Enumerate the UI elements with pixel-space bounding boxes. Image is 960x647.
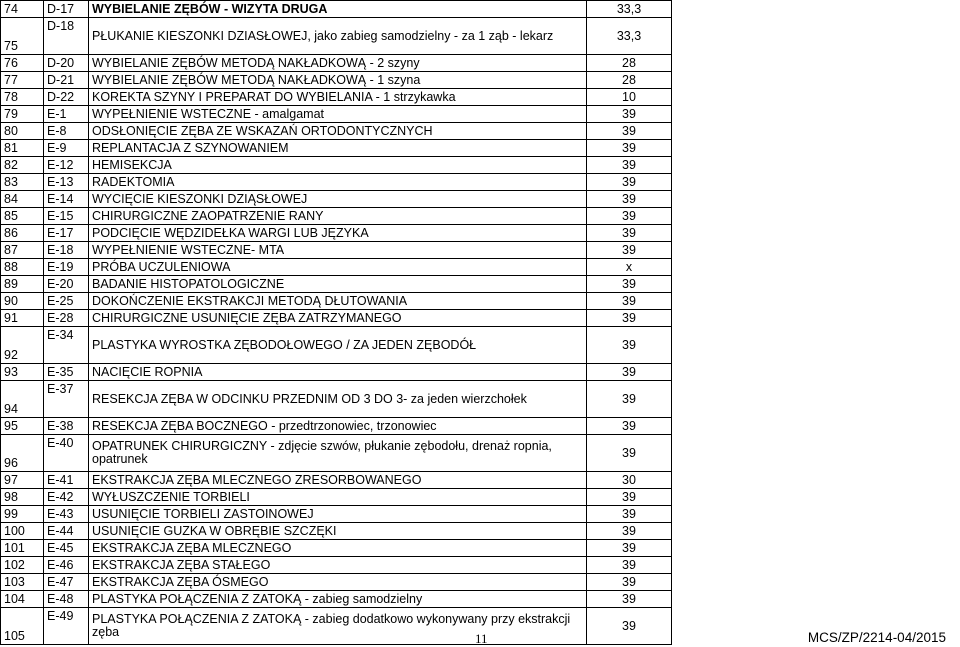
row-number: 90 bbox=[1, 293, 44, 310]
procedure-points: 39 bbox=[587, 191, 672, 208]
row-number: 89 bbox=[1, 276, 44, 293]
row-number: 94 bbox=[1, 381, 44, 418]
row-number: 91 bbox=[1, 310, 44, 327]
procedure-description: RESEKCJA ZĘBA BOCZNEGO - przedtrzonowiec, trzonowiec bbox=[89, 418, 587, 435]
row-number: 74 bbox=[1, 1, 44, 18]
row-number: 92 bbox=[1, 327, 44, 364]
procedure-description: KOREKTA SZYNY I PREPARAT DO WYBIELANIA - 1 strzykawka bbox=[89, 89, 587, 106]
procedure-code: E-19 bbox=[44, 259, 89, 276]
procedure-code: E-40 bbox=[44, 435, 89, 472]
row-number: 103 bbox=[1, 574, 44, 591]
procedure-points: 39 bbox=[587, 557, 672, 574]
document-reference: MCS/ZP/2214-04/2015 bbox=[807, 630, 946, 645]
row-number: 76 bbox=[1, 55, 44, 72]
procedure-code: E-34 bbox=[44, 327, 89, 364]
table-row bbox=[1, 72, 672, 89]
procedure-code: E-20 bbox=[44, 276, 89, 293]
procedure-description: USUNIĘCIE TORBIELI ZASTOINOWEJ bbox=[89, 506, 587, 523]
table-row bbox=[1, 55, 672, 72]
procedure-code: E-38 bbox=[44, 418, 89, 435]
procedure-description: ODSŁONIĘCIE ZĘBA ZE WSKAZAŃ ORTODONTYCZNYCH bbox=[89, 123, 587, 140]
procedure-points: 39 bbox=[587, 310, 672, 327]
table-row bbox=[1, 191, 672, 208]
table-row bbox=[1, 123, 672, 140]
row-number: 86 bbox=[1, 225, 44, 242]
table-row bbox=[1, 89, 672, 106]
procedure-code: D-17 bbox=[44, 1, 89, 18]
row-number: 99 bbox=[1, 506, 44, 523]
procedure-points: 39 bbox=[587, 276, 672, 293]
procedure-description: BADANIE HISTOPATOLOGICZNE bbox=[89, 276, 587, 293]
procedure-code: E-47 bbox=[44, 574, 89, 591]
procedure-points: 39 bbox=[587, 381, 672, 418]
procedure-points: 39 bbox=[587, 106, 672, 123]
procedure-description: RADEKTOMIA bbox=[89, 174, 587, 191]
procedure-description: EKSTRAKCJA ZĘBA MLECZNEGO bbox=[89, 540, 587, 557]
procedure-code: E-9 bbox=[44, 140, 89, 157]
procedure-code: D-22 bbox=[44, 89, 89, 106]
procedure-code: E-28 bbox=[44, 310, 89, 327]
procedure-code: E-25 bbox=[44, 293, 89, 310]
row-number: 83 bbox=[1, 174, 44, 191]
row-number: 82 bbox=[1, 157, 44, 174]
procedure-description: WYBIELANIE ZĘBÓW METODĄ NAKŁADKOWĄ - 1 szyna bbox=[89, 72, 587, 89]
table-row bbox=[1, 506, 672, 523]
row-number: 104 bbox=[1, 591, 44, 608]
procedure-code: D-21 bbox=[44, 72, 89, 89]
procedure-code: E-43 bbox=[44, 506, 89, 523]
procedure-description: EKSTRAKCJA ZĘBA MLECZNEGO ZRESORBOWANEGO bbox=[89, 472, 587, 489]
procedure-code: E-37 bbox=[44, 381, 89, 418]
procedure-code: E-46 bbox=[44, 557, 89, 574]
procedure-code: E-48 bbox=[44, 591, 89, 608]
table-row bbox=[1, 1, 672, 18]
procedure-code: D-20 bbox=[44, 55, 89, 72]
table-row bbox=[1, 174, 672, 191]
procedure-code: E-41 bbox=[44, 472, 89, 489]
table-row bbox=[1, 310, 672, 327]
row-number: 101 bbox=[1, 540, 44, 557]
procedure-points: 39 bbox=[587, 208, 672, 225]
procedure-code: E-17 bbox=[44, 225, 89, 242]
table-row bbox=[1, 540, 672, 557]
row-number: 95 bbox=[1, 418, 44, 435]
procedure-code: E-15 bbox=[44, 208, 89, 225]
procedure-description: HEMISEKCJA bbox=[89, 157, 587, 174]
procedure-points: 33,3 bbox=[587, 18, 672, 55]
row-number: 87 bbox=[1, 242, 44, 259]
row-number: 102 bbox=[1, 557, 44, 574]
procedure-points: 39 bbox=[587, 435, 672, 472]
row-number: 96 bbox=[1, 435, 44, 472]
procedure-description: CHIRURGICZNE ZAOPATRZENIE RANY bbox=[89, 208, 587, 225]
procedure-points: 39 bbox=[587, 591, 672, 608]
procedure-code: E-1 bbox=[44, 106, 89, 123]
row-number: 98 bbox=[1, 489, 44, 506]
table-row bbox=[1, 18, 672, 55]
procedure-points: 39 bbox=[587, 242, 672, 259]
procedure-points: 39 bbox=[587, 540, 672, 557]
procedure-description: WYPEŁNIENIE WSTECZNE - amalgamat bbox=[89, 106, 587, 123]
procedure-code: E-12 bbox=[44, 157, 89, 174]
procedure-points: 39 bbox=[587, 506, 672, 523]
procedure-code: E-44 bbox=[44, 523, 89, 540]
procedure-description: WYŁUSZCZENIE TORBIELI bbox=[89, 489, 587, 506]
table-row bbox=[1, 472, 672, 489]
row-number: 85 bbox=[1, 208, 44, 225]
procedure-description: PRÓBA UCZULENIOWA bbox=[89, 259, 587, 276]
procedure-points: x bbox=[587, 259, 672, 276]
procedure-code: E-14 bbox=[44, 191, 89, 208]
procedure-description: PŁUKANIE KIESZONKI DZIASŁOWEJ, jako zabieg samodzielny - za 1 ząb - lekarz bbox=[89, 18, 587, 55]
procedure-description: NACIĘCIE ROPNIA bbox=[89, 364, 587, 381]
procedure-code: E-49 bbox=[44, 608, 89, 645]
procedure-points: 39 bbox=[587, 293, 672, 310]
row-number: 78 bbox=[1, 89, 44, 106]
row-number: 84 bbox=[1, 191, 44, 208]
procedure-points: 39 bbox=[587, 489, 672, 506]
procedure-description: WYCIĘCIE KIESZONKI DZIĄSŁOWEJ bbox=[89, 191, 587, 208]
table-row bbox=[1, 557, 672, 574]
procedure-points: 39 bbox=[587, 364, 672, 381]
table-row bbox=[1, 418, 672, 435]
procedure-description: RESEKCJA ZĘBA W ODCINKU PRZEDNIM OD 3 DO 3- za jeden wierzchołek bbox=[89, 381, 587, 418]
procedure-points: 28 bbox=[587, 55, 672, 72]
procedure-points: 30 bbox=[587, 472, 672, 489]
table-row bbox=[1, 225, 672, 242]
procedure-points: 33,3 bbox=[587, 1, 672, 18]
procedure-description: PLASTYKA WYROSTKA ZĘBODOŁOWEGO / ZA JEDEN ZĘBODÓŁ bbox=[89, 327, 587, 364]
procedure-description: EKSTRAKCJA ZĘBA ÓSMEGO bbox=[89, 574, 587, 591]
procedure-points: 10 bbox=[587, 89, 672, 106]
table-row bbox=[1, 276, 672, 293]
table-row bbox=[1, 381, 672, 418]
row-number: 100 bbox=[1, 523, 44, 540]
procedure-code: E-45 bbox=[44, 540, 89, 557]
table-row bbox=[1, 364, 672, 381]
procedure-description: PLASTYKA POŁĄCZENIA Z ZATOKĄ - zabieg dodatkowo wykonywany przy ekstrakcji zęba bbox=[89, 608, 587, 645]
procedure-description: WYBIELANIE ZĘBÓW - WIZYTA DRUGA bbox=[89, 1, 587, 18]
procedure-description: EKSTRAKCJA ZĘBA STAŁEGO bbox=[89, 557, 587, 574]
procedure-points: 39 bbox=[587, 140, 672, 157]
table-row bbox=[1, 489, 672, 506]
row-number: 80 bbox=[1, 123, 44, 140]
table-row bbox=[1, 208, 672, 225]
procedure-description: DOKOŃCZENIE EKSTRAKCJI METODĄ DŁUTOWANIA bbox=[89, 293, 587, 310]
table-row bbox=[1, 591, 672, 608]
procedure-description: CHIRURGICZNE USUNIĘCIE ZĘBA ZATRZYMANEGO bbox=[89, 310, 587, 327]
row-number: 88 bbox=[1, 259, 44, 276]
table-row bbox=[1, 140, 672, 157]
procedure-code: E-35 bbox=[44, 364, 89, 381]
procedure-points: 39 bbox=[587, 574, 672, 591]
procedure-description: PODCIĘCIE WĘDZIDEŁKA WARGI LUB JĘZYKA bbox=[89, 225, 587, 242]
table-row bbox=[1, 242, 672, 259]
procedure-code: E-18 bbox=[44, 242, 89, 259]
table-row bbox=[1, 435, 672, 472]
table-row bbox=[1, 293, 672, 310]
table-row bbox=[1, 574, 672, 591]
procedure-points: 39 bbox=[587, 418, 672, 435]
row-number: 97 bbox=[1, 472, 44, 489]
procedure-code: E-8 bbox=[44, 123, 89, 140]
row-number: 81 bbox=[1, 140, 44, 157]
table-row bbox=[1, 157, 672, 174]
procedure-code: E-42 bbox=[44, 489, 89, 506]
procedure-points: 39 bbox=[587, 225, 672, 242]
procedure-points: 39 bbox=[587, 327, 672, 364]
row-number: 79 bbox=[1, 106, 44, 123]
procedure-description: OPATRUNEK CHIRURGICZNY - zdjęcie szwów, płukanie zębodołu, drenaż ropnia, opatrunek bbox=[89, 435, 587, 472]
procedure-points: 39 bbox=[587, 523, 672, 540]
procedure-points: 39 bbox=[587, 174, 672, 191]
table-row bbox=[1, 327, 672, 364]
procedure-table-body bbox=[1, 1, 672, 645]
procedure-description: WYBIELANIE ZĘBÓW METODĄ NAKŁADKOWĄ - 2 szyny bbox=[89, 55, 587, 72]
procedure-description: PLASTYKA POŁĄCZENIA Z ZATOKĄ - zabieg samodzielny bbox=[89, 591, 587, 608]
procedure-points: 28 bbox=[587, 72, 672, 89]
table-row bbox=[1, 259, 672, 276]
row-number: 93 bbox=[1, 364, 44, 381]
row-number: 105 bbox=[1, 608, 44, 645]
procedure-code: E-13 bbox=[44, 174, 89, 191]
row-number: 77 bbox=[1, 72, 44, 89]
procedure-points: 39 bbox=[587, 608, 672, 645]
procedure-code: D-18 bbox=[44, 18, 89, 55]
table-row bbox=[1, 106, 672, 123]
page-number: 11 bbox=[475, 631, 488, 646]
row-number: 75 bbox=[1, 18, 44, 55]
procedure-points: 39 bbox=[587, 123, 672, 140]
procedure-description: WYPEŁNIENIE WSTECZNE- MTA bbox=[89, 242, 587, 259]
procedure-points: 39 bbox=[587, 157, 672, 174]
table-row bbox=[1, 523, 672, 540]
procedure-description: USUNIĘCIE GUZKA W OBRĘBIE SZCZĘKI bbox=[89, 523, 587, 540]
procedure-description: REPLANTACJA Z SZYNOWANIEM bbox=[89, 140, 587, 157]
table-row bbox=[1, 608, 672, 645]
